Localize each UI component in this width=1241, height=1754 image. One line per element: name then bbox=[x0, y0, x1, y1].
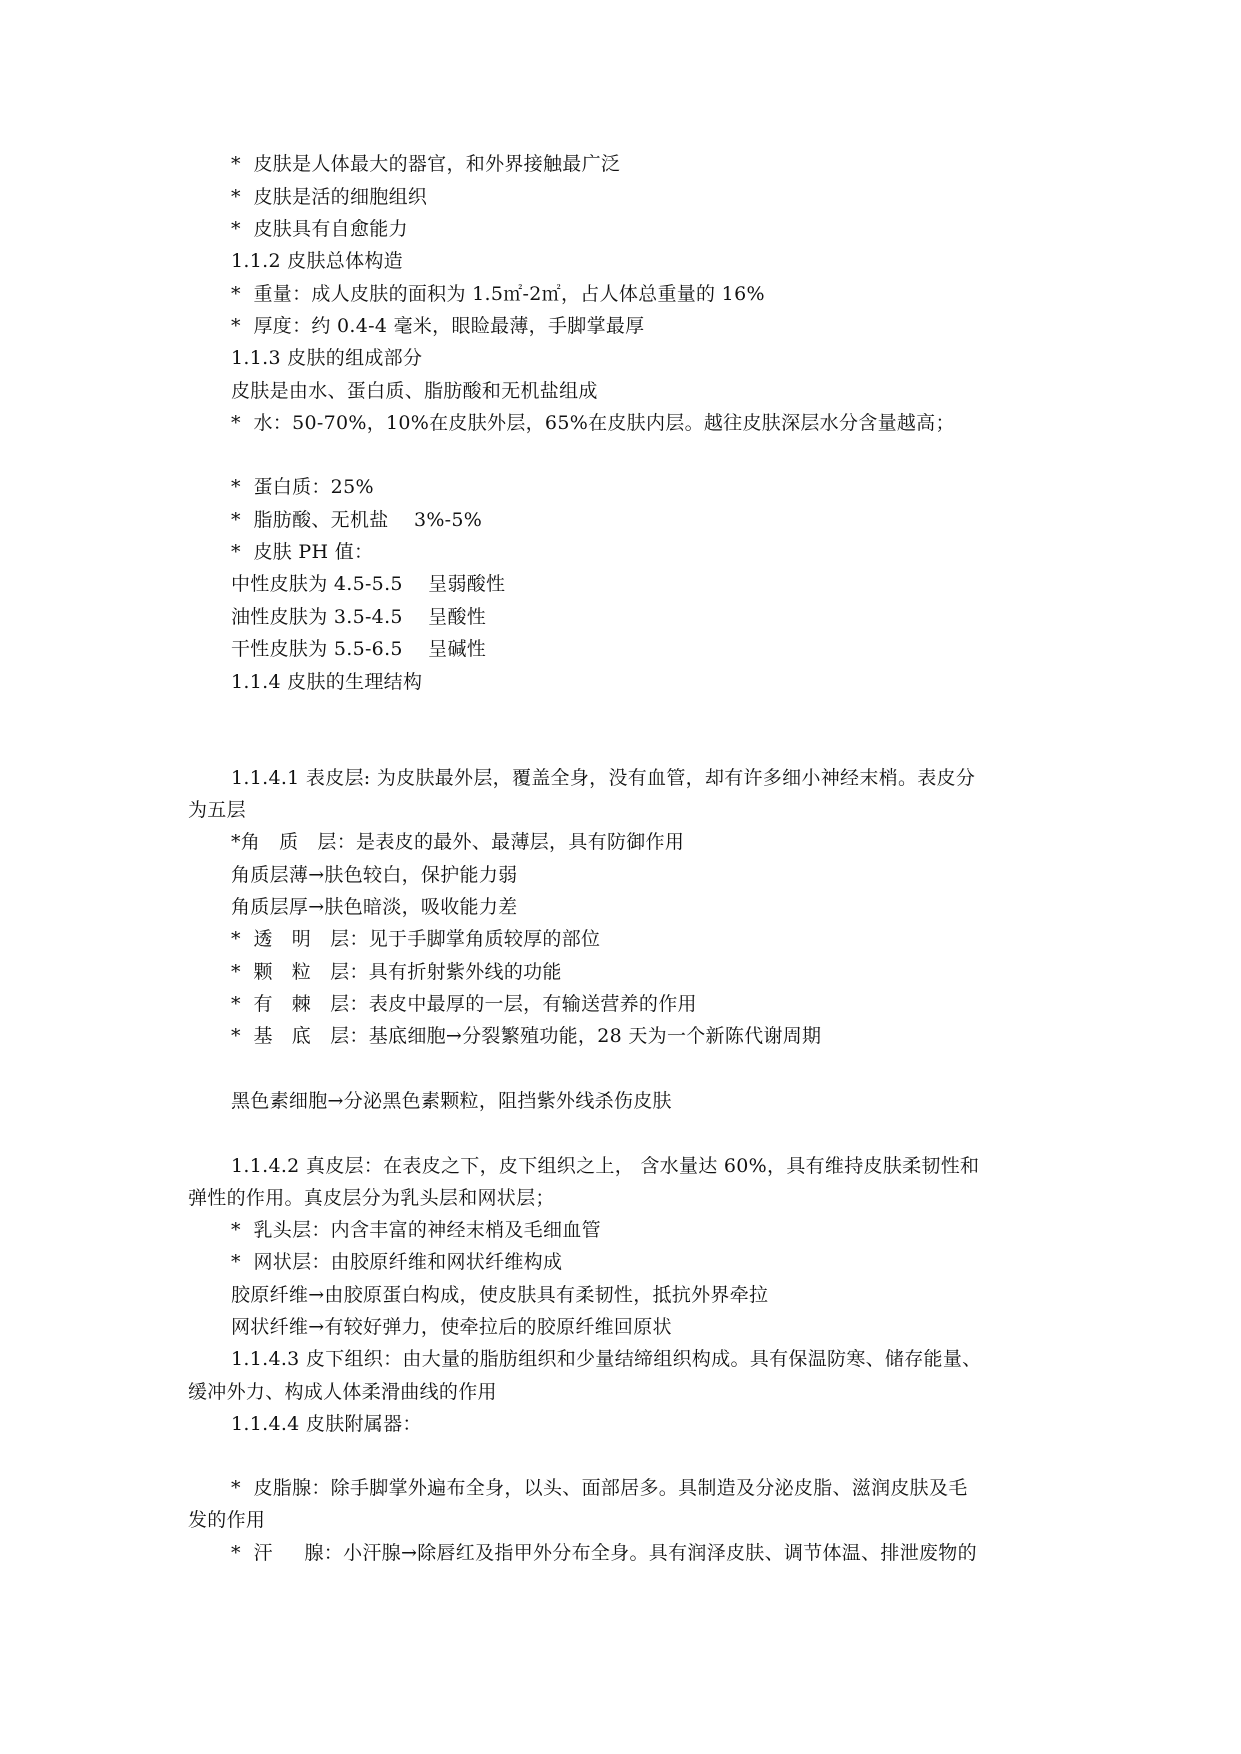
text-line: *角 质 层：是表皮的最外、最薄层，具有防御作用 bbox=[231, 831, 685, 853]
text-line: 角质层厚→肤色暗淡，吸收能力差 bbox=[231, 896, 518, 918]
section-heading: 1.1.4 皮肤的生理结构 bbox=[231, 671, 423, 693]
text-line: * 网状层：由胶原纤维和网状纤维构成 bbox=[231, 1251, 563, 1273]
text-line: 角质层薄→肤色较白，保护能力弱 bbox=[231, 864, 518, 886]
text-line: 1.1.4.1 表皮层: 为皮肤最外层，覆盖全身，没有血管，却有许多细小神经末梢。表皮分 bbox=[231, 767, 976, 789]
text-line: 干性皮肤为 5.5-6.5 呈碱性 bbox=[231, 638, 487, 660]
text-line: 中性皮肤为 4.5-5.5 呈弱酸性 bbox=[231, 573, 506, 595]
text-line: 胶原纤维→由胶原蛋白构成，使皮肤具有柔韧性，抵抗外界牵拉 bbox=[231, 1284, 769, 1306]
text-line: * 皮肤是活的细胞组织 bbox=[231, 186, 428, 208]
text-line: 发的作用 bbox=[188, 1509, 266, 1531]
section-heading: 1.1.3 皮肤的组成部分 bbox=[231, 347, 423, 369]
text-line: 皮肤是由水、蛋白质、脂肪酸和无机盐组成 bbox=[231, 380, 598, 402]
text-line: 缓冲外力、构成人体柔滑曲线的作用 bbox=[188, 1381, 497, 1403]
text-line: * 基 底 层：基底细胞→分裂繁殖功能，28 天为一个新陈代谢周期 bbox=[231, 1025, 822, 1047]
text-line: * 皮肤 PH 值： bbox=[231, 541, 374, 563]
text-line: * 厚度：约 0.4-4 毫米，眼睑最薄，手脚掌最厚 bbox=[231, 315, 645, 337]
text-line: 1.1.4.3 皮下组织：由大量的脂肪组织和少量结缔组织构成。具有保温防寒、储存能量、 bbox=[231, 1348, 982, 1370]
text-line: * 皮脂腺：除手脚掌外遍布全身，以头、面部居多。具制造及分泌皮脂、滋润皮肤及毛 bbox=[231, 1477, 968, 1499]
text-line: 为五层 bbox=[188, 799, 246, 821]
text-line: 1.1.4.4 皮肤附属器： bbox=[231, 1413, 422, 1435]
text-line: * 重量：成人皮肤的面积为 1.5㎡-2㎡，占人体总重量的 16% bbox=[231, 283, 765, 305]
text-line: * 水：50-70%，10%在皮肤外层，65%在皮肤内层。越往皮肤深层水分含量越高； bbox=[231, 412, 955, 434]
text-line: 网状纤维→有较好弹力，使牵拉后的胶原纤维回原状 bbox=[231, 1316, 672, 1338]
text-line: * 颗 粒 层：具有折射紫外线的功能 bbox=[231, 961, 562, 983]
text-line: * 有 棘 层：表皮中最厚的一层，有输送营养的作用 bbox=[231, 993, 697, 1015]
text-line: 1.1.4.2 真皮层：在表皮之下，皮下组织之上， 含水量达 60%，具有维持皮肤柔韧性和 bbox=[231, 1155, 980, 1177]
text-line: * 透 明 层：见于手脚掌角质较厚的部位 bbox=[231, 928, 601, 950]
text-line: * 乳头层：内含丰富的神经末梢及毛细血管 bbox=[231, 1219, 601, 1241]
text-line: * 皮肤具有自愈能力 bbox=[231, 218, 408, 240]
text-line: 弹性的作用。真皮层分为乳头层和网状层； bbox=[188, 1187, 555, 1209]
section-heading: 1.1.2 皮肤总体构造 bbox=[231, 250, 403, 272]
text-line: * 脂肪酸、无机盐 3%-5% bbox=[231, 509, 483, 531]
text-line: * 蛋白质：25% bbox=[231, 476, 374, 498]
text-line: * 皮肤是人体最大的器官，和外界接触最广泛 bbox=[231, 153, 621, 175]
text-line: * 汗 腺：小汗腺→除唇红及指甲外分布全身。具有润泽皮肤、调节体温、排泄废物的 bbox=[231, 1542, 977, 1564]
text-line: 黑色素细胞→分泌黑色素颗粒，阻挡紫外线杀伤皮肤 bbox=[231, 1090, 672, 1112]
text-line: 油性皮肤为 3.5-4.5 呈酸性 bbox=[231, 606, 487, 628]
